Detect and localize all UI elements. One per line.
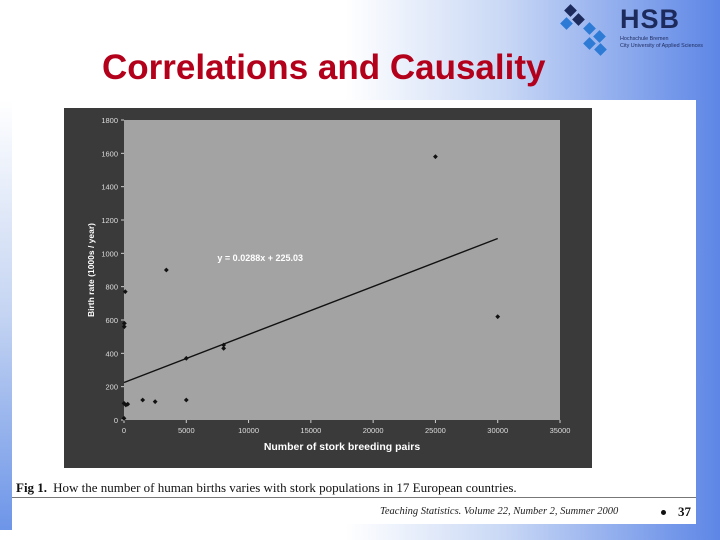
caption-label: Fig 1. [16, 480, 48, 495]
y-tick-label: 200 [105, 382, 118, 392]
x-axis-label: Number of stork breeding pairs [263, 441, 421, 453]
footer-rule [12, 497, 696, 498]
logo-line-2: City University of Applied Sciences [620, 43, 703, 49]
slide-title: Correlations and Causality [102, 48, 546, 87]
y-tick-label: 0 [113, 416, 118, 425]
y-tick-label: 800 [105, 282, 118, 292]
x-tick-label: 10000 [238, 426, 260, 435]
figure-caption [16, 480, 517, 496]
y-tick-label: 1400 [101, 182, 118, 192]
logo-line-1: Hochschule Bremen [620, 36, 669, 42]
left-decor-strip [0, 100, 12, 530]
y-tick-label: 600 [105, 316, 118, 325]
scatter-chart [64, 108, 592, 468]
y-axis-label: Birth rate (1000s / year) [86, 222, 96, 318]
x-tick-label: 0 [121, 426, 127, 435]
x-tick-label: 35000 [549, 426, 571, 435]
x-tick-label: 20000 [362, 426, 384, 435]
y-tick-label: 1800 [101, 116, 118, 125]
page-number: 37 [678, 504, 691, 519]
figure-scan [12, 100, 696, 524]
journal-reference: Teaching Statistics. Volume 22, Number 2, Summer 2000 [380, 506, 619, 517]
trendline-equation: y = 0.0288x + 225.03 [217, 252, 304, 263]
y-tick-label: 1200 [101, 216, 118, 225]
caption-text: How the number of human births varies with stork populations in 17 European countries. [53, 480, 517, 495]
slide-header [0, 0, 720, 100]
logo-name: HSB [620, 4, 681, 34]
y-tick-label: 1600 [101, 149, 118, 159]
x-tick-label: 5000 [177, 426, 195, 435]
y-tick-label: 1000 [101, 249, 118, 259]
x-tick-label: 25000 [424, 426, 446, 435]
bullet-icon [661, 510, 666, 515]
x-tick-label: 30000 [487, 426, 509, 435]
plot-area [124, 120, 560, 420]
hsb-logo-mark-icon [560, 4, 607, 56]
y-tick-label: 400 [105, 349, 118, 359]
x-tick-label: 15000 [300, 426, 322, 435]
